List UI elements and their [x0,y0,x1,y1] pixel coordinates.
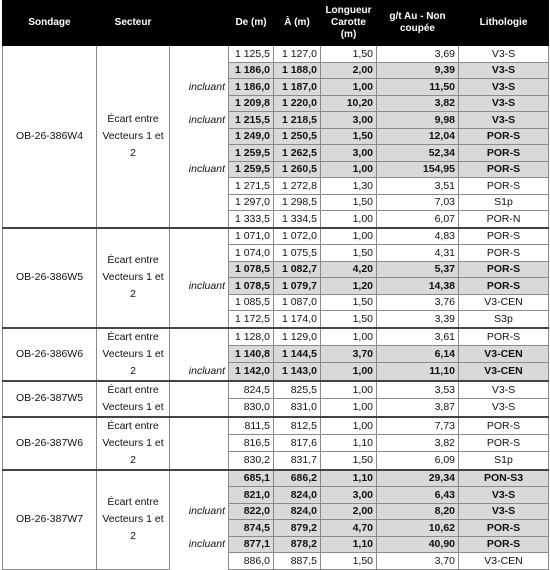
grade-cell: 11,10 [377,363,459,381]
including-label: incluant [170,79,229,96]
lithology-cell: V3-CEN [459,345,549,362]
length-cell: 1,00 [321,79,377,96]
from-cell: 1 259,5 [229,145,274,162]
to-cell: 1 075,5 [274,245,321,262]
including-label [170,46,229,63]
including-label: incluant [170,503,229,520]
lithology-cell: V3-S [459,503,549,520]
to-cell: 1 079,7 [274,278,321,295]
grade-cell: 40,90 [377,536,459,553]
including-label [170,452,229,470]
to-cell: 1 174,0 [274,311,321,328]
to-cell: 1 220,0 [274,95,321,112]
from-cell: 1 249,0 [229,128,274,145]
header-sondage: Sondage [3,1,97,46]
including-label [170,328,229,346]
from-cell: 1 085,5 [229,294,274,311]
grade-cell: 3,82 [377,95,459,112]
length-cell: 10,20 [321,95,377,112]
secteur-cell: Écart entre Vecteurs 1 et 2 [97,228,170,328]
length-cell: 1,20 [321,278,377,295]
including-label [170,145,229,162]
including-label [170,294,229,311]
lithology-cell: POR-S [459,536,549,553]
from-cell: 816,5 [229,434,274,451]
to-cell: 1 143,0 [274,363,321,381]
grade-cell: 7,73 [377,417,459,435]
grade-cell: 3,70 [377,553,459,570]
to-cell: 887,5 [274,553,321,570]
lithology-cell: POR-S [459,161,549,178]
from-cell: 1 186,0 [229,79,274,96]
grade-cell: 12,04 [377,128,459,145]
length-cell: 3,00 [321,112,377,129]
grade-cell: 9,39 [377,62,459,79]
to-cell: 824,0 [274,487,321,504]
including-label [170,417,229,435]
length-cell: 2,00 [321,503,377,520]
including-label: incluant [170,161,229,178]
grade-cell: 3,53 [377,381,459,399]
to-cell: 1 144,5 [274,345,321,362]
to-cell: 824,0 [274,503,321,520]
grade-cell: 3,87 [377,399,459,417]
from-cell: 1 071,0 [229,228,274,245]
lithology-cell: V3-S [459,95,549,112]
from-cell: 874,5 [229,520,274,537]
length-cell: 1,00 [321,328,377,346]
from-cell: 1 078,5 [229,261,274,278]
grade-cell: 8,20 [377,503,459,520]
including-label [170,487,229,504]
grade-cell: 6,09 [377,452,459,470]
from-cell: 1 128,0 [229,328,274,346]
from-cell: 1 297,0 [229,194,274,211]
lithology-cell: POR-N [459,211,549,228]
including-label: incluant [170,536,229,553]
hole-id: OB-26-386W4 [3,46,97,228]
to-cell: 1 087,0 [274,294,321,311]
grade-cell: 9,98 [377,112,459,129]
hole-id: OB-26-386W5 [3,228,97,328]
to-cell: 831,7 [274,452,321,470]
header-longueur: Longueur Carotte (m) [321,1,377,46]
from-cell: 821,0 [229,487,274,504]
to-cell: 1 082,7 [274,261,321,278]
to-cell: 1 187,0 [274,79,321,96]
hole-id: OB-26-387W6 [3,417,97,470]
lithology-cell: POR-S [459,145,549,162]
lithology-cell: POR-S [459,278,549,295]
including-label [170,95,229,112]
header-de: De (m) [229,1,274,46]
length-cell: 1,50 [321,46,377,63]
lithology-cell: POR-S [459,245,549,262]
secteur-cell: Écart entre Vecteurs 1 et [97,381,170,417]
length-cell: 1,00 [321,399,377,417]
grade-cell: 154,95 [377,161,459,178]
including-label [170,470,229,487]
length-cell: 1,00 [321,228,377,245]
to-cell: 1 127,0 [274,46,321,63]
header-a: À (m) [274,1,321,46]
from-cell: 1 271,5 [229,178,274,195]
lithology-cell: V3-S [459,62,549,79]
from-cell: 877,1 [229,536,274,553]
grade-cell: 29,34 [377,470,459,487]
including-label [170,228,229,245]
lithology-cell: PON-S3 [459,470,549,487]
to-cell: 686,2 [274,470,321,487]
grade-cell: 6,14 [377,345,459,362]
to-cell: 1 298,5 [274,194,321,211]
including-label: incluant [170,278,229,295]
hole-id: OB-26-387W7 [3,470,97,570]
lithology-cell: V3-CEN [459,363,549,381]
length-cell: 1,50 [321,452,377,470]
to-cell: 1 218,5 [274,112,321,129]
grade-cell: 3,82 [377,434,459,451]
table-row [3,46,549,63]
from-cell: 1 209,8 [229,95,274,112]
drill-results-table [2,0,549,570]
lithology-cell: POR-S [459,228,549,245]
lithology-cell: V3-S [459,487,549,504]
from-cell: 1 172,5 [229,311,274,328]
including-label [170,261,229,278]
length-cell: 1,00 [321,211,377,228]
lithology-cell: V3-S [459,112,549,129]
including-label [170,553,229,570]
grade-cell: 6,43 [377,487,459,504]
grade-cell: 3,51 [377,178,459,195]
length-cell: 3,70 [321,345,377,362]
grade-cell: 6,07 [377,211,459,228]
to-cell: 879,2 [274,520,321,537]
lithology-cell: S1p [459,452,549,470]
hole-id: OB-26-387W5 [3,381,97,417]
from-cell: 886,0 [229,553,274,570]
grade-cell: 3,61 [377,328,459,346]
including-label [170,311,229,328]
header-row [3,1,549,46]
from-cell: 1 259,5 [229,161,274,178]
from-cell: 822,0 [229,503,274,520]
including-label [170,178,229,195]
from-cell: 1 125,5 [229,46,274,63]
lithology-cell: V3-S [459,381,549,399]
grade-cell: 3,39 [377,311,459,328]
length-cell: 1,00 [321,417,377,435]
from-cell: 830,0 [229,399,274,417]
grade-cell: 3,69 [377,46,459,63]
length-cell: 3,00 [321,145,377,162]
including-label: incluant [170,363,229,381]
including-label [170,520,229,537]
to-cell: 817,6 [274,434,321,451]
header-grade: g/t Au - Non coupée [377,1,459,46]
header-secteur: Secteur [97,1,170,46]
lithology-cell: POR-S [459,328,549,346]
from-cell: 824,5 [229,381,274,399]
to-cell: 1 334,5 [274,211,321,228]
from-cell: 1 074,0 [229,245,274,262]
from-cell: 1 078,5 [229,278,274,295]
including-label [170,381,229,399]
to-cell: 1 262,5 [274,145,321,162]
length-cell: 1,50 [321,245,377,262]
table-row [3,470,549,487]
length-cell: 4,70 [321,520,377,537]
including-label [170,345,229,362]
length-cell: 1,50 [321,128,377,145]
lithology-cell: POR-S [459,417,549,435]
lithology-cell: POR-S [459,128,549,145]
grade-cell: 4,31 [377,245,459,262]
table-body [3,46,549,570]
lithology-cell: V3-S [459,79,549,96]
length-cell: 1,10 [321,536,377,553]
to-cell: 825,5 [274,381,321,399]
lithology-cell: POR-S [459,520,549,537]
lithology-cell: S1p [459,194,549,211]
secteur-cell: Écart entre Vecteurs 1 et 2 [97,46,170,228]
grade-cell: 10,62 [377,520,459,537]
including-label [170,62,229,79]
from-cell: 1 333,5 [229,211,274,228]
length-cell: 1,10 [321,470,377,487]
from-cell: 685,1 [229,470,274,487]
to-cell: 1 072,0 [274,228,321,245]
length-cell: 1,00 [321,161,377,178]
including-label [170,128,229,145]
lithology-cell: POR-S [459,178,549,195]
from-cell: 1 186,0 [229,62,274,79]
length-cell: 1,00 [321,381,377,399]
lithology-cell: POR-S [459,261,549,278]
length-cell: 1,50 [321,553,377,570]
grade-cell: 5,37 [377,261,459,278]
to-cell: 1 129,0 [274,328,321,346]
lithology-cell: POR-S [459,434,549,451]
lithology-cell: V3-CEN [459,294,549,311]
including-label [170,211,229,228]
including-label [170,434,229,451]
grade-cell: 14,38 [377,278,459,295]
including-label [170,194,229,211]
from-cell: 830,2 [229,452,274,470]
length-cell: 1,10 [321,434,377,451]
length-cell: 1,30 [321,178,377,195]
length-cell: 1,00 [321,363,377,381]
grade-cell: 11,50 [377,79,459,96]
length-cell: 2,00 [321,62,377,79]
including-label: incluant [170,112,229,129]
from-cell: 1 142,0 [229,363,274,381]
hole-id: OB-26-386W6 [3,328,97,381]
table-row [3,381,549,399]
table-row [3,228,549,245]
grade-cell: 52,34 [377,145,459,162]
length-cell: 4,20 [321,261,377,278]
including-label [170,245,229,262]
secteur-cell: Écart entre Vecteurs 1 et 2 [97,417,170,470]
to-cell: 1 188,0 [274,62,321,79]
table-row [3,328,549,346]
to-cell: 1 250,5 [274,128,321,145]
secteur-cell: Écart entre Vecteurs 1 et 2 [97,328,170,381]
length-cell: 1,50 [321,194,377,211]
including-label [170,399,229,417]
length-cell: 1,50 [321,294,377,311]
lithology-cell: V3-S [459,46,549,63]
lithology-cell: V3-S [459,399,549,417]
from-cell: 1 215,5 [229,112,274,129]
to-cell: 812,5 [274,417,321,435]
to-cell: 1 260,5 [274,161,321,178]
lithology-cell: S3p [459,311,549,328]
to-cell: 878,2 [274,536,321,553]
grade-cell: 3,76 [377,294,459,311]
lithology-cell: V3-CEN [459,553,549,570]
to-cell: 831,0 [274,399,321,417]
table-row [3,417,549,435]
header-blank [170,1,229,46]
from-cell: 811,5 [229,417,274,435]
length-cell: 3,00 [321,487,377,504]
header-lithologie: Lithologie [459,1,549,46]
to-cell: 1 272,8 [274,178,321,195]
grade-cell: 4,83 [377,228,459,245]
grade-cell: 7,03 [377,194,459,211]
secteur-cell: Écart entre Vecteurs 1 et 2 [97,470,170,570]
from-cell: 1 140,8 [229,345,274,362]
length-cell: 1,50 [321,311,377,328]
